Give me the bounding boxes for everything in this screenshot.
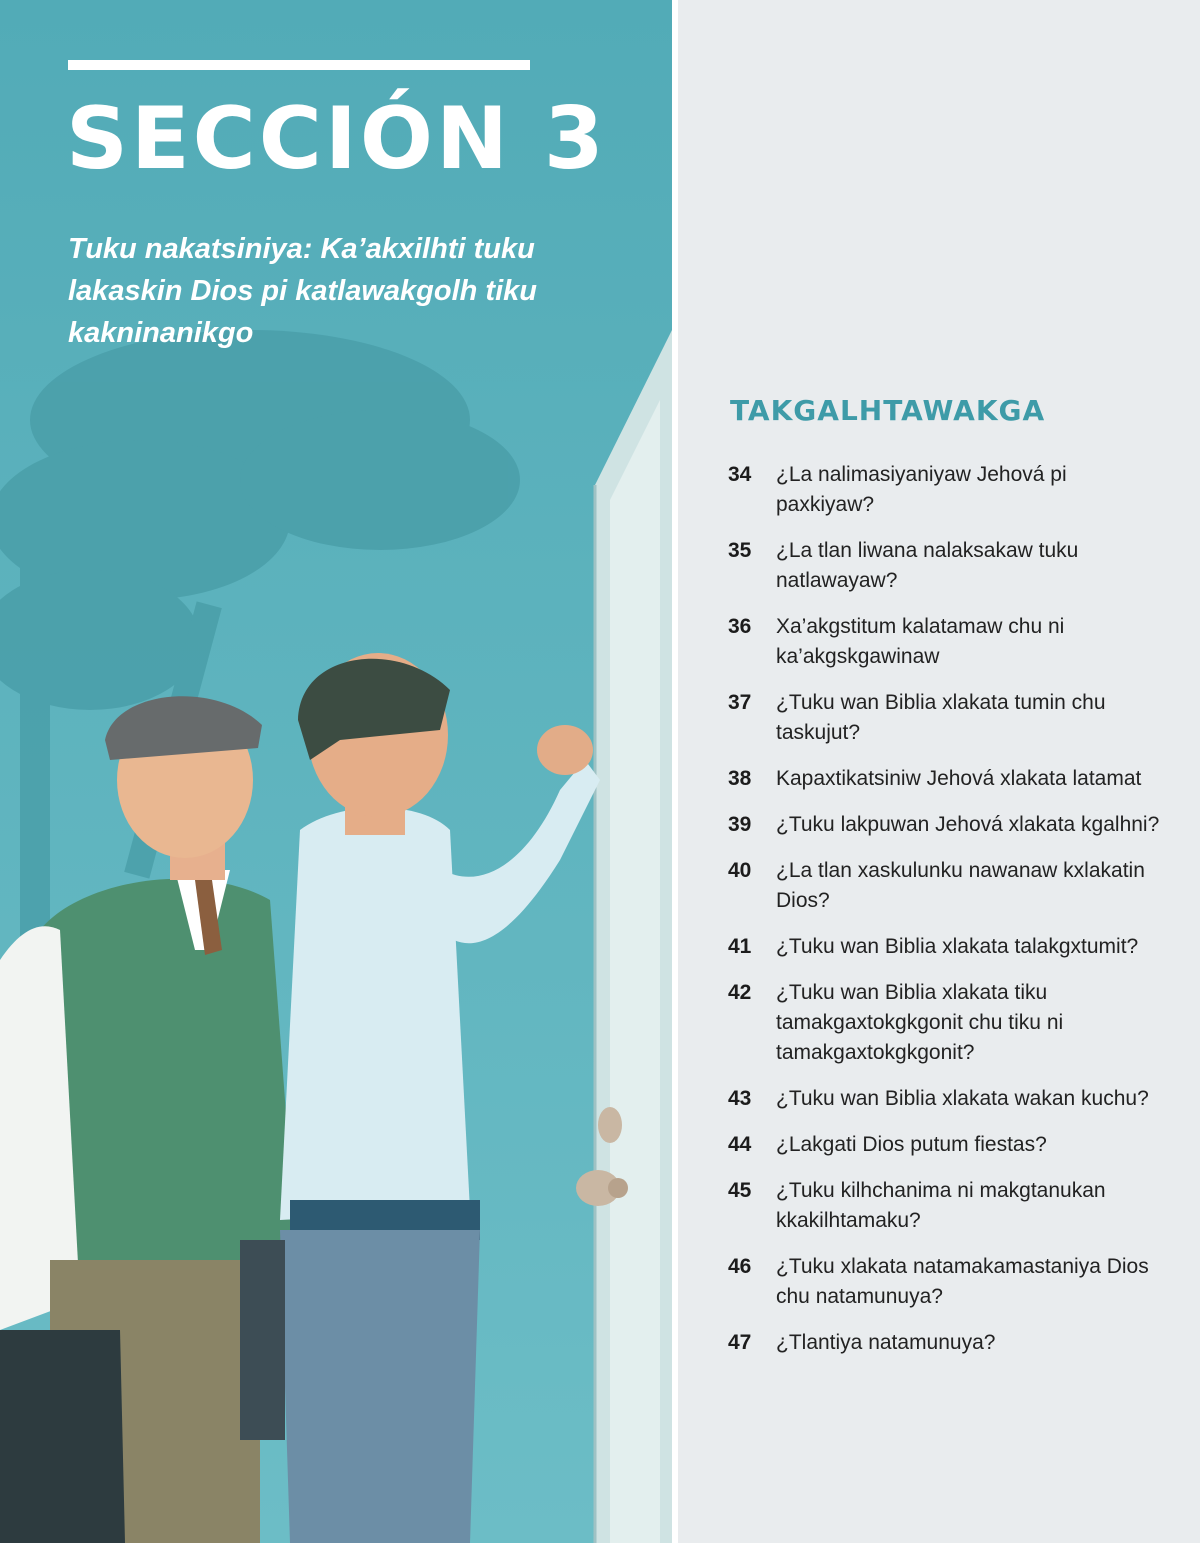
toc-item-title: ¿Tuku lakpuwan Jehová xlakata kgalhni? (776, 813, 1160, 836)
toc-item-number: 43 (728, 1087, 752, 1110)
toc-item-number: 46 (728, 1255, 752, 1278)
toc-item-title: ¿Tuku wan Biblia xlakata wakan kuchu? (776, 1087, 1149, 1110)
toc-heading: TAKGALHTAWAKGA (730, 394, 1046, 427)
toc-item-39[interactable] (728, 810, 1168, 840)
toc-item-34[interactable] (728, 460, 1168, 520)
toc-panel (678, 0, 1200, 1543)
toc-item-title: ¿Tuku wan Biblia xlakata tumin chu taskujut? (776, 691, 1106, 744)
toc-item-title: ¿Tuku wan Biblia xlakata talakgxtumit? (776, 935, 1139, 958)
toc-item-40[interactable] (728, 856, 1168, 916)
toc-list (728, 460, 1168, 1374)
toc-item-43[interactable] (728, 1084, 1168, 1114)
toc-item-45[interactable] (728, 1176, 1168, 1236)
toc-item-title: ¿Tuku xlakata natamakamastaniya Dios chu natamunuya? (776, 1255, 1149, 1308)
toc-item-title: ¿La tlan xaskulunku nawanaw kxlakatin Dios? (776, 859, 1145, 912)
toc-item-number: 38 (728, 767, 752, 790)
toc-item-title: ¿Tlantiya natamunuya? (776, 1331, 996, 1354)
toc-item-36[interactable] (728, 612, 1168, 672)
toc-item-title: ¿Tuku wan Biblia xlakata tiku tamakgaxtokgkgonit chu tiku ni tamakgaxtokgkgonit? (776, 981, 1064, 1064)
toc-item-title: ¿Lakgati Dios putum fiestas? (776, 1133, 1047, 1156)
section-title: SECCIÓN 3 (66, 89, 607, 189)
toc-item-42[interactable] (728, 978, 1168, 1068)
toc-item-46[interactable] (728, 1252, 1168, 1312)
toc-item-number: 44 (728, 1133, 752, 1156)
toc-item-number: 42 (728, 981, 752, 1004)
toc-item-number: 41 (728, 935, 752, 958)
toc-item-number: 45 (728, 1179, 752, 1202)
toc-item-38[interactable] (728, 764, 1168, 794)
toc-item-37[interactable] (728, 688, 1168, 748)
toc-item-number: 35 (728, 539, 752, 562)
toc-item-number: 39 (728, 813, 752, 836)
toc-item-41[interactable] (728, 932, 1168, 962)
toc-item-number: 34 (728, 463, 752, 486)
toc-item-title: Kapaxtikatsiniw Jehová xlakata latamat (776, 767, 1142, 790)
toc-item-title: Xa’akgstitum kalatamaw chu ni ka’akgskgawinaw (776, 615, 1065, 668)
toc-item-title: ¿Tuku kilhchanima ni makgtanukan kkakilhtamaku? (776, 1179, 1106, 1232)
section-subtitle: Tuku nakatsiniya: Ka’akxilhti tuku lakaskin Dios pi katlawakgolh tiku kakninanikgo (68, 233, 537, 349)
toc-item-47[interactable] (728, 1328, 1168, 1358)
toc-item-title: ¿La nalimasiyaniyaw Jehová pi paxkiyaw? (776, 463, 1067, 516)
toc-item-title: ¿La tlan liwana nalaksakaw tuku natlawayaw? (776, 539, 1079, 592)
top-rule (68, 60, 530, 70)
toc-item-number: 47 (728, 1331, 752, 1354)
toc-item-number: 37 (728, 691, 752, 714)
toc-item-number: 36 (728, 615, 752, 638)
toc-item-35[interactable] (728, 536, 1168, 596)
toc-item-44[interactable] (728, 1130, 1168, 1160)
toc-item-number: 40 (728, 859, 752, 882)
